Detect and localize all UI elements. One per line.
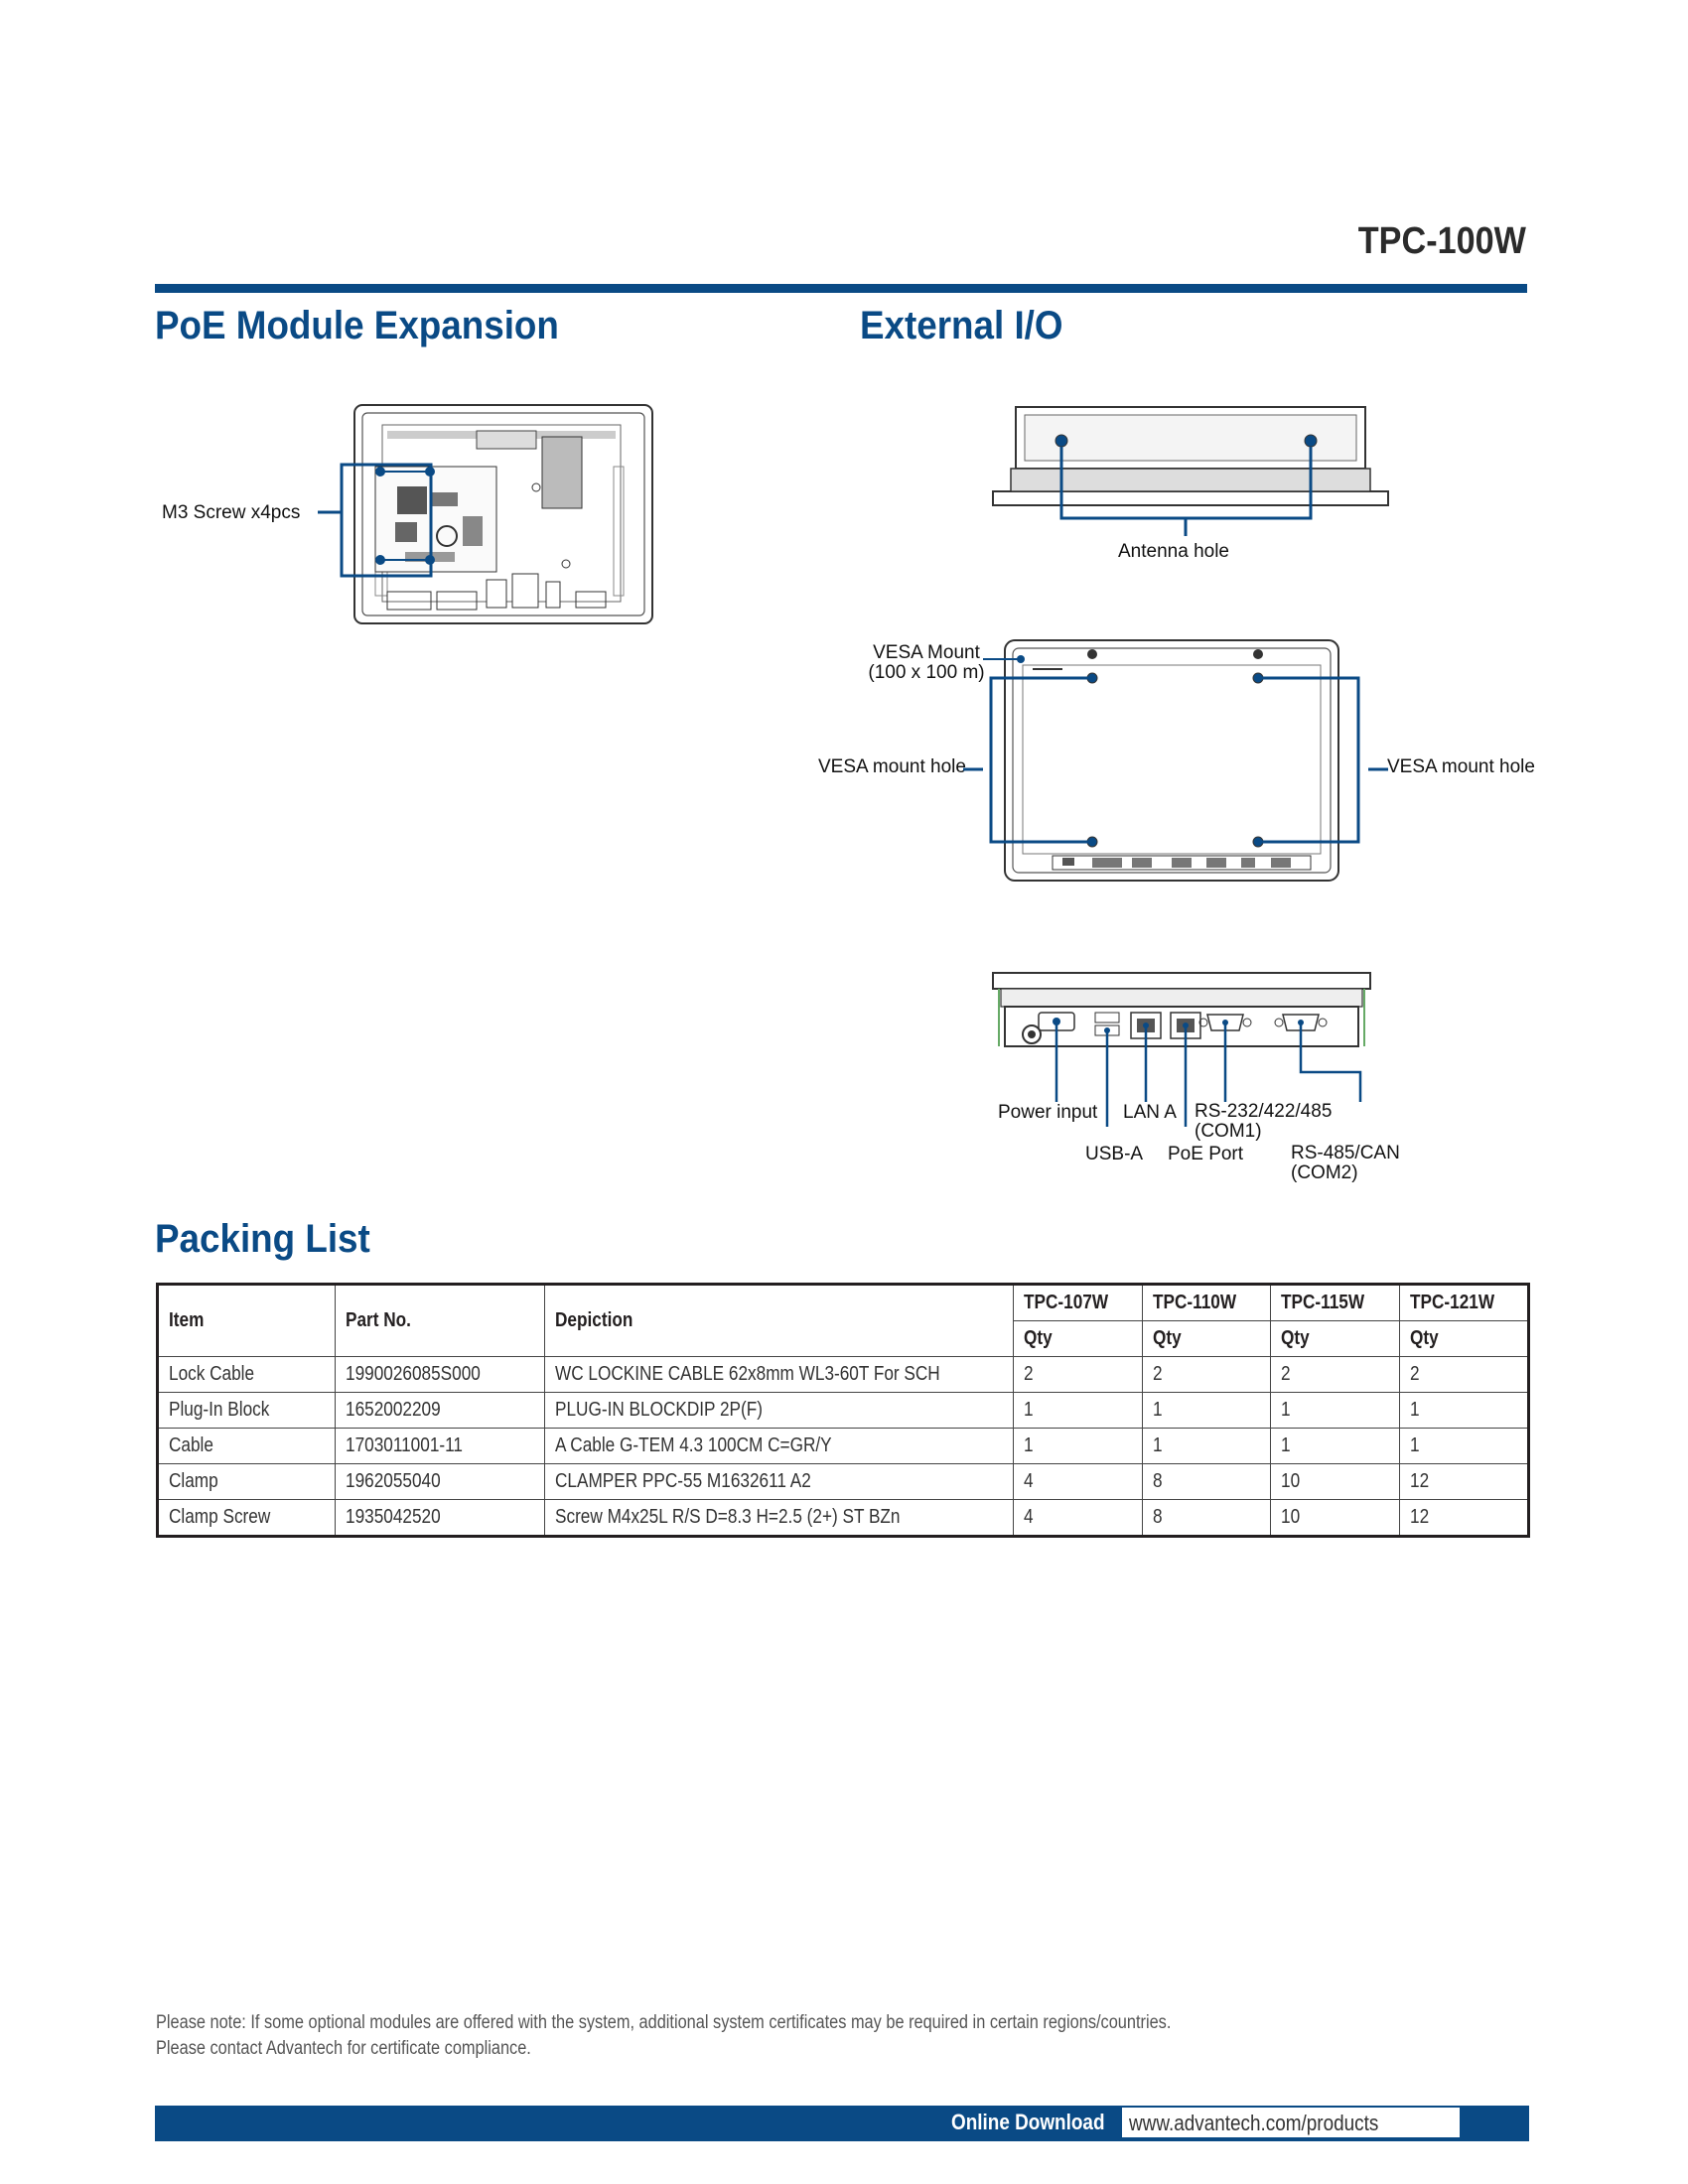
col-depiction: Depiction	[545, 1285, 1014, 1357]
col-qty: Qty	[1271, 1321, 1399, 1357]
cell-item: Clamp	[158, 1464, 336, 1500]
col-qty: Qty	[1014, 1321, 1143, 1357]
vesa-mount-line2: (100 x 100 m)	[868, 662, 985, 683]
cell-qty: 1	[1014, 1429, 1143, 1464]
cell-qty: 4	[1014, 1464, 1143, 1500]
cell-qty: 8	[1143, 1464, 1271, 1500]
col-model-121: TPC-121W	[1399, 1285, 1528, 1321]
cell-qty: 1	[1143, 1393, 1271, 1429]
cell-qty: 12	[1399, 1500, 1528, 1537]
cell-part: 1990026085S000	[336, 1357, 545, 1393]
cell-part: 1935042520	[336, 1500, 545, 1537]
cell-depiction: Screw M4x25L R/S D=8.3 H=2.5 (2+) ST BZn	[545, 1500, 1014, 1537]
rs232-line2: (COM1)	[1195, 1121, 1262, 1142]
poe-section-title: PoE Module Expansion	[155, 304, 559, 347]
io-section-title: External I/O	[860, 304, 1063, 347]
vesa-mount-label	[867, 643, 986, 683]
vesa-hole-right-label: VESA mount hole	[1387, 756, 1535, 777]
cell-qty: 1	[1143, 1429, 1271, 1464]
rs485-line1: RS-485/CAN	[1291, 1143, 1400, 1163]
vesa-left-tick	[963, 766, 983, 772]
cell-qty: 1	[1271, 1429, 1399, 1464]
usb-label: USB-A	[1085, 1144, 1144, 1164]
cell-part: 1652002209	[336, 1393, 545, 1429]
col-part: Part No.	[336, 1285, 545, 1357]
io-back-view	[983, 635, 1400, 893]
cell-depiction: CLAMPER PPC-55 M1632611 A2	[545, 1464, 1014, 1500]
antenna-label: Antenna hole	[1118, 541, 1229, 562]
power-label: Power input	[998, 1102, 1098, 1123]
cell-item: Plug-In Block	[158, 1393, 336, 1429]
cell-qty: 4	[1014, 1500, 1143, 1537]
cell-qty: 1	[1271, 1393, 1399, 1429]
screw-label: M3 Screw x4pcs	[162, 502, 301, 523]
cell-qty: 1	[1399, 1393, 1528, 1429]
packing-section-title: Packing List	[155, 1217, 370, 1261]
cell-depiction: WC LOCKINE CABLE 62x8mm WL3-60T For SCH	[545, 1357, 1014, 1393]
col-item: Item	[158, 1285, 336, 1357]
cell-qty: 8	[1143, 1500, 1271, 1537]
cell-qty: 2	[1014, 1357, 1143, 1393]
cell-depiction: PLUG-IN BLOCKDIP 2P(F)	[545, 1393, 1014, 1429]
col-model-115: TPC-115W	[1271, 1285, 1399, 1321]
col-qty: Qty	[1143, 1321, 1271, 1357]
table-row	[158, 1429, 1529, 1464]
cell-qty: 10	[1271, 1464, 1399, 1500]
col-model-110: TPC-110W	[1143, 1285, 1271, 1321]
cell-item: Lock Cable	[158, 1357, 336, 1393]
packing-table	[156, 1283, 1530, 1538]
cell-item: Clamp Screw	[158, 1500, 336, 1537]
table-row	[158, 1464, 1529, 1500]
download-url-link[interactable]: www.advantech.com/products	[1129, 2111, 1379, 2135]
rs485-label	[1291, 1144, 1400, 1183]
rs485-line2: (COM2)	[1291, 1162, 1358, 1183]
table-row	[158, 1500, 1529, 1537]
poe-port-label: PoE Port	[1168, 1144, 1244, 1164]
io-top-view	[983, 397, 1400, 516]
note-line-1: Please note: If some optional modules are offered with the system, additional system certificates may be required in certain regions/countries.	[156, 2012, 1172, 2033]
vesa-mount-line1: VESA Mount	[873, 642, 980, 663]
cell-part: 1962055040	[336, 1464, 545, 1500]
table-row	[158, 1357, 1529, 1393]
cell-item: Cable	[158, 1429, 336, 1464]
cell-qty: 2	[1271, 1357, 1399, 1393]
cell-qty: 1	[1014, 1393, 1143, 1429]
col-qty: Qty	[1399, 1321, 1528, 1357]
cell-qty: 2	[1143, 1357, 1271, 1393]
vesa-right-tick	[1368, 766, 1388, 772]
cell-qty: 12	[1399, 1464, 1528, 1500]
cell-qty: 10	[1271, 1500, 1399, 1537]
antenna-bracket	[983, 506, 1400, 538]
cell-part: 1703011001-11	[336, 1429, 545, 1464]
lan-label: LAN A	[1123, 1102, 1177, 1123]
table-row	[158, 1393, 1529, 1429]
model-title: TPC-100W	[1357, 220, 1526, 262]
footer-note	[156, 2010, 1171, 2062]
rs232-line1: RS-232/422/485	[1195, 1101, 1333, 1122]
col-model-107: TPC-107W	[1014, 1285, 1143, 1321]
header-rule	[155, 284, 1527, 293]
vesa-hole-left-label: VESA mount hole	[818, 756, 966, 777]
cell-depiction: A Cable G-TEM 4.3 100CM C=GR/Y	[545, 1429, 1014, 1464]
note-line-2: Please contact Advantech for certificate compliance.	[156, 2038, 531, 2059]
cell-qty: 2	[1399, 1357, 1528, 1393]
rs232-label	[1195, 1102, 1332, 1142]
cell-qty: 1	[1399, 1429, 1528, 1464]
online-download-label: Online Download	[951, 2110, 1105, 2134]
